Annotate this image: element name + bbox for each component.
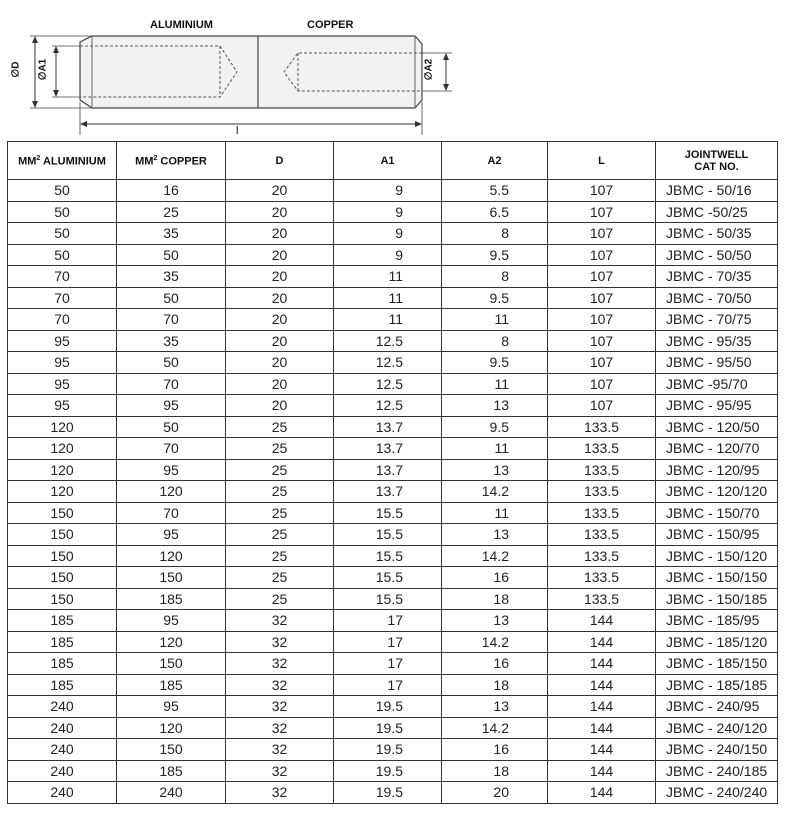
cell-cat-no: JBMC - 240/150 bbox=[656, 739, 778, 761]
cell-l: 107 bbox=[548, 309, 656, 331]
cell-copper: 70 bbox=[117, 373, 226, 395]
cell-copper: 150 bbox=[117, 567, 226, 589]
cell-aluminium: 70 bbox=[8, 287, 117, 309]
cell-l: 133.5 bbox=[548, 588, 656, 610]
cell-d: 20 bbox=[226, 266, 334, 288]
cell-d: 20 bbox=[226, 201, 334, 223]
cell-cat-no: JBMC -50/25 bbox=[656, 201, 778, 223]
cell-copper: 70 bbox=[117, 309, 226, 331]
cell-a1: 9 bbox=[334, 180, 442, 202]
table-row bbox=[8, 309, 778, 331]
cell-l: 107 bbox=[548, 201, 656, 223]
cell-a1: 15.5 bbox=[334, 524, 442, 546]
cell-cat-no: JBMC - 150/70 bbox=[656, 502, 778, 524]
table-row bbox=[8, 180, 778, 202]
cell-aluminium: 150 bbox=[8, 524, 117, 546]
cell-l: 144 bbox=[548, 610, 656, 632]
cell-l: 107 bbox=[548, 330, 656, 352]
cell-aluminium: 120 bbox=[8, 481, 117, 503]
cell-l: 107 bbox=[548, 352, 656, 374]
cell-a1: 17 bbox=[334, 653, 442, 675]
cell-a2: 9.5 bbox=[442, 416, 548, 438]
cell-d: 20 bbox=[226, 223, 334, 245]
cell-cat-no: JBMC - 70/35 bbox=[656, 266, 778, 288]
cell-a1: 13.7 bbox=[334, 438, 442, 460]
cell-copper: 25 bbox=[117, 201, 226, 223]
cell-d: 25 bbox=[226, 545, 334, 567]
cell-a2: 14.2 bbox=[442, 545, 548, 567]
cell-a2: 5.5 bbox=[442, 180, 548, 202]
cell-a2: 18 bbox=[442, 588, 548, 610]
cell-copper: 50 bbox=[117, 352, 226, 374]
cell-l: 144 bbox=[548, 674, 656, 696]
cell-copper: 185 bbox=[117, 760, 226, 782]
table-row bbox=[8, 373, 778, 395]
cell-a2: 8 bbox=[442, 330, 548, 352]
cell-a1: 19.5 bbox=[334, 739, 442, 761]
cell-cat-no: JBMC - 150/95 bbox=[656, 524, 778, 546]
cell-copper: 95 bbox=[117, 524, 226, 546]
table-row bbox=[8, 266, 778, 288]
cell-cat-no: JBMC - 70/50 bbox=[656, 287, 778, 309]
cell-cat-no: JBMC - 240/240 bbox=[656, 782, 778, 804]
dim-a2-label: ∅A2 bbox=[423, 58, 435, 81]
cell-copper: 95 bbox=[117, 459, 226, 481]
cell-cat-no: JBMC - 50/16 bbox=[656, 180, 778, 202]
cell-copper: 120 bbox=[117, 545, 226, 567]
cell-d: 32 bbox=[226, 610, 334, 632]
cell-a1: 11 bbox=[334, 287, 442, 309]
cell-a1: 15.5 bbox=[334, 545, 442, 567]
cell-a2: 18 bbox=[442, 674, 548, 696]
table-row bbox=[8, 395, 778, 417]
cell-a2: 14.2 bbox=[442, 481, 548, 503]
cell-cat-no: JBMC - 150/185 bbox=[656, 588, 778, 610]
cell-d: 20 bbox=[226, 395, 334, 417]
cell-cat-no: JBMC - 185/120 bbox=[656, 631, 778, 653]
cell-aluminium: 185 bbox=[8, 653, 117, 675]
cell-d: 20 bbox=[226, 244, 334, 266]
dim-d-label: ∅D bbox=[10, 61, 22, 78]
cell-aluminium: 150 bbox=[8, 502, 117, 524]
cell-copper: 16 bbox=[117, 180, 226, 202]
cell-aluminium: 240 bbox=[8, 782, 117, 804]
cell-copper: 50 bbox=[117, 287, 226, 309]
table-row bbox=[8, 674, 778, 696]
cell-copper: 150 bbox=[117, 653, 226, 675]
cell-copper: 35 bbox=[117, 266, 226, 288]
cell-cat-no: JBMC - 150/120 bbox=[656, 545, 778, 567]
cell-a2: 13 bbox=[442, 610, 548, 632]
cell-copper: 70 bbox=[117, 438, 226, 460]
cell-aluminium: 185 bbox=[8, 631, 117, 653]
cell-a2: 16 bbox=[442, 567, 548, 589]
cell-a2: 14.2 bbox=[442, 631, 548, 653]
table-row bbox=[8, 438, 778, 460]
cell-l: 144 bbox=[548, 717, 656, 739]
cell-aluminium: 50 bbox=[8, 201, 117, 223]
cell-d: 25 bbox=[226, 502, 334, 524]
cell-l: 133.5 bbox=[548, 416, 656, 438]
cell-aluminium: 240 bbox=[8, 717, 117, 739]
cell-cat-no: JBMC - 95/50 bbox=[656, 352, 778, 374]
cell-cat-no: JBMC - 95/35 bbox=[656, 330, 778, 352]
cell-cat-no: JBMC - 150/150 bbox=[656, 567, 778, 589]
cell-l: 107 bbox=[548, 395, 656, 417]
header-aluminium: $MM^2$ ALUMINIUM bbox=[8, 142, 117, 180]
table-row bbox=[8, 201, 778, 223]
header-cat-no: JOINTWELL CAT NO. bbox=[656, 142, 778, 180]
cell-a1: 19.5 bbox=[334, 760, 442, 782]
cell-l: 144 bbox=[548, 653, 656, 675]
cell-aluminium: 70 bbox=[8, 309, 117, 331]
cell-l: 133.5 bbox=[548, 481, 656, 503]
cell-d: 20 bbox=[226, 287, 334, 309]
cell-d: 32 bbox=[226, 717, 334, 739]
cell-l: 107 bbox=[548, 373, 656, 395]
cell-a1: 12.5 bbox=[334, 395, 442, 417]
cell-l: 107 bbox=[548, 287, 656, 309]
cell-a2: 16 bbox=[442, 739, 548, 761]
cell-copper: 35 bbox=[117, 330, 226, 352]
cell-aluminium: 185 bbox=[8, 610, 117, 632]
cell-a2: 20 bbox=[442, 782, 548, 804]
cell-copper: 50 bbox=[117, 416, 226, 438]
header-a1: A1 bbox=[334, 142, 442, 180]
cell-d: 25 bbox=[226, 459, 334, 481]
cell-d: 25 bbox=[226, 524, 334, 546]
table-row bbox=[8, 631, 778, 653]
cell-d: 20 bbox=[226, 180, 334, 202]
cell-a1: 15.5 bbox=[334, 588, 442, 610]
cell-a1: 11 bbox=[334, 266, 442, 288]
cell-a2: 9.5 bbox=[442, 287, 548, 309]
connector-drawing bbox=[0, 0, 785, 140]
cell-copper: 95 bbox=[117, 395, 226, 417]
cell-copper: 185 bbox=[117, 588, 226, 610]
cell-aluminium: 150 bbox=[8, 545, 117, 567]
cell-a1: 17 bbox=[334, 674, 442, 696]
cell-d: 25 bbox=[226, 588, 334, 610]
cell-copper: 150 bbox=[117, 739, 226, 761]
cell-cat-no: JBMC -95/70 bbox=[656, 373, 778, 395]
cell-cat-no: JBMC - 120/95 bbox=[656, 459, 778, 481]
cell-cat-no: JBMC - 120/50 bbox=[656, 416, 778, 438]
table-row bbox=[8, 696, 778, 718]
dim-a1-label: ∅A1 bbox=[37, 58, 49, 81]
cell-copper: 70 bbox=[117, 502, 226, 524]
cell-cat-no: JBMC - 240/95 bbox=[656, 696, 778, 718]
cell-d: 20 bbox=[226, 309, 334, 331]
table-row bbox=[8, 352, 778, 374]
cell-aluminium: 95 bbox=[8, 352, 117, 374]
table-row bbox=[8, 481, 778, 503]
cell-a2: 13 bbox=[442, 524, 548, 546]
cell-a1: 15.5 bbox=[334, 567, 442, 589]
cell-aluminium: 95 bbox=[8, 373, 117, 395]
cell-cat-no: JBMC - 95/95 bbox=[656, 395, 778, 417]
cell-aluminium: 150 bbox=[8, 588, 117, 610]
header-row bbox=[8, 142, 778, 180]
table-body bbox=[8, 180, 778, 804]
table-row bbox=[8, 287, 778, 309]
connector-body bbox=[80, 36, 422, 108]
cell-d: 25 bbox=[226, 567, 334, 589]
cell-a2: 14.2 bbox=[442, 717, 548, 739]
table-row bbox=[8, 416, 778, 438]
cell-a2: 13 bbox=[442, 696, 548, 718]
cell-aluminium: 150 bbox=[8, 567, 117, 589]
cell-aluminium: 120 bbox=[8, 459, 117, 481]
cell-a1: 12.5 bbox=[334, 330, 442, 352]
cell-d: 20 bbox=[226, 373, 334, 395]
cell-a1: 15.5 bbox=[334, 502, 442, 524]
cell-aluminium: 120 bbox=[8, 438, 117, 460]
cell-d: 32 bbox=[226, 760, 334, 782]
cell-l: 144 bbox=[548, 760, 656, 782]
cell-l: 107 bbox=[548, 223, 656, 245]
cell-copper: 185 bbox=[117, 674, 226, 696]
cell-cat-no: JBMC - 70/75 bbox=[656, 309, 778, 331]
cell-aluminium: 185 bbox=[8, 674, 117, 696]
table-row bbox=[8, 717, 778, 739]
header-copper: $MM^2$ COPPER bbox=[117, 142, 226, 180]
cell-cat-no: JBMC - 240/120 bbox=[656, 717, 778, 739]
cell-a1: 9 bbox=[334, 223, 442, 245]
cell-copper: 95 bbox=[117, 610, 226, 632]
cell-a1: 9 bbox=[334, 244, 442, 266]
cell-a2: 8 bbox=[442, 266, 548, 288]
cell-a2: 16 bbox=[442, 653, 548, 675]
cell-l: 107 bbox=[548, 266, 656, 288]
cell-d: 25 bbox=[226, 481, 334, 503]
cell-cat-no: JBMC - 185/185 bbox=[656, 674, 778, 696]
table-row bbox=[8, 610, 778, 632]
cell-cat-no: JBMC - 120/120 bbox=[656, 481, 778, 503]
table-row bbox=[8, 782, 778, 804]
cell-a1: 19.5 bbox=[334, 782, 442, 804]
cell-l: 144 bbox=[548, 696, 656, 718]
cell-d: 32 bbox=[226, 631, 334, 653]
cell-a1: 13.7 bbox=[334, 459, 442, 481]
cell-a2: 13 bbox=[442, 459, 548, 481]
cell-l: 144 bbox=[548, 631, 656, 653]
cell-l: 107 bbox=[548, 180, 656, 202]
cell-d: 32 bbox=[226, 674, 334, 696]
cell-cat-no: JBMC - 185/150 bbox=[656, 653, 778, 675]
cell-copper: 120 bbox=[117, 717, 226, 739]
table-header bbox=[8, 142, 778, 180]
cell-aluminium: 240 bbox=[8, 696, 117, 718]
cell-copper: 50 bbox=[117, 244, 226, 266]
cell-cat-no: JBMC - 120/70 bbox=[656, 438, 778, 460]
cell-a2: 13 bbox=[442, 395, 548, 417]
cell-d: 20 bbox=[226, 352, 334, 374]
table-row bbox=[8, 223, 778, 245]
cell-cat-no: JBMC - 185/95 bbox=[656, 610, 778, 632]
cell-l: 133.5 bbox=[548, 524, 656, 546]
cell-a1: 11 bbox=[334, 309, 442, 331]
cell-copper: 120 bbox=[117, 631, 226, 653]
table-row bbox=[8, 244, 778, 266]
cell-a2: 8 bbox=[442, 223, 548, 245]
cell-l: 133.5 bbox=[548, 438, 656, 460]
connector-diagram bbox=[0, 0, 785, 140]
table-row bbox=[8, 588, 778, 610]
cell-a2: 9.5 bbox=[442, 244, 548, 266]
table-row bbox=[8, 567, 778, 589]
cell-a1: 17 bbox=[334, 610, 442, 632]
table-row bbox=[8, 739, 778, 761]
cell-l: 107 bbox=[548, 244, 656, 266]
cell-aluminium: 95 bbox=[8, 395, 117, 417]
cell-aluminium: 50 bbox=[8, 223, 117, 245]
cell-d: 25 bbox=[226, 416, 334, 438]
cell-a1: 13.7 bbox=[334, 481, 442, 503]
cell-aluminium: 240 bbox=[8, 739, 117, 761]
table-row bbox=[8, 653, 778, 675]
cell-l: 133.5 bbox=[548, 459, 656, 481]
cell-a2: 18 bbox=[442, 760, 548, 782]
cell-d: 32 bbox=[226, 782, 334, 804]
spec-table bbox=[7, 141, 778, 804]
cell-copper: 95 bbox=[117, 696, 226, 718]
cell-cat-no: JBMC - 50/35 bbox=[656, 223, 778, 245]
cell-d: 32 bbox=[226, 739, 334, 761]
cell-l: 133.5 bbox=[548, 545, 656, 567]
cell-copper: 240 bbox=[117, 782, 226, 804]
cell-aluminium: 50 bbox=[8, 244, 117, 266]
cell-a2: 11 bbox=[442, 373, 548, 395]
cell-d: 20 bbox=[226, 330, 334, 352]
cell-l: 133.5 bbox=[548, 502, 656, 524]
cell-copper: 120 bbox=[117, 481, 226, 503]
cell-aluminium: 50 bbox=[8, 180, 117, 202]
table-row bbox=[8, 524, 778, 546]
cell-d: 32 bbox=[226, 696, 334, 718]
cell-l: 133.5 bbox=[548, 567, 656, 589]
cell-a2: 11 bbox=[442, 502, 548, 524]
cell-copper: 35 bbox=[117, 223, 226, 245]
cell-l: 144 bbox=[548, 739, 656, 761]
table-row bbox=[8, 760, 778, 782]
table-row bbox=[8, 502, 778, 524]
cell-a1: 19.5 bbox=[334, 717, 442, 739]
cell-a1: 17 bbox=[334, 631, 442, 653]
cell-a2: 6.5 bbox=[442, 201, 548, 223]
cell-a1: 12.5 bbox=[334, 352, 442, 374]
cell-cat-no: JBMC - 240/185 bbox=[656, 760, 778, 782]
cell-a1: 13.7 bbox=[334, 416, 442, 438]
cell-a1: 9 bbox=[334, 201, 442, 223]
header-a2: A2 bbox=[442, 142, 548, 180]
header-l: L bbox=[548, 142, 656, 180]
header-d: D bbox=[226, 142, 334, 180]
cell-d: 32 bbox=[226, 653, 334, 675]
cell-aluminium: 70 bbox=[8, 266, 117, 288]
table-row bbox=[8, 459, 778, 481]
cell-a1: 19.5 bbox=[334, 696, 442, 718]
cell-aluminium: 120 bbox=[8, 416, 117, 438]
cell-aluminium: 95 bbox=[8, 330, 117, 352]
cell-a2: 11 bbox=[442, 438, 548, 460]
cell-a2: 11 bbox=[442, 309, 548, 331]
aluminium-label: ALUMINIUM bbox=[150, 19, 213, 31]
table-row bbox=[8, 545, 778, 567]
cell-a2: 9.5 bbox=[442, 352, 548, 374]
cell-l: 144 bbox=[548, 782, 656, 804]
copper-label: COPPER bbox=[307, 19, 354, 31]
cell-cat-no: JBMC - 50/50 bbox=[656, 244, 778, 266]
cell-aluminium: 240 bbox=[8, 760, 117, 782]
cell-a1: 12.5 bbox=[334, 373, 442, 395]
dim-l-label: l bbox=[236, 125, 239, 137]
table-row bbox=[8, 330, 778, 352]
cell-d: 25 bbox=[226, 438, 334, 460]
